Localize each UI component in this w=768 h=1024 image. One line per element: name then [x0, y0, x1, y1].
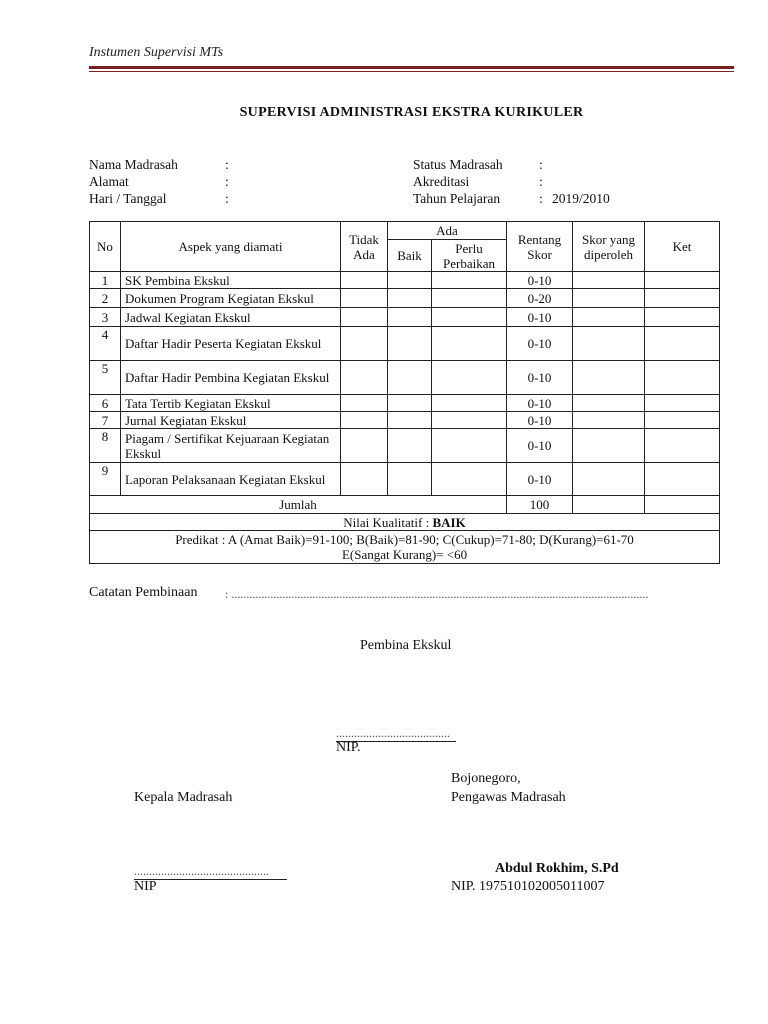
row-no: 3 — [90, 308, 121, 327]
cell-tidak-ada[interactable] — [341, 308, 388, 327]
cell-perlu-perbaikan[interactable] — [432, 272, 507, 289]
table-row — [90, 272, 720, 289]
predikat-line-1: Predikat : A (Amat Baik)=91-100; B(Baik)=81-90; C(Cukup)=71-80; D(Kurang)=61-70 — [175, 532, 634, 547]
nilai-row — [90, 514, 720, 531]
pembina-signature-line: ...................................... — [336, 726, 456, 742]
info-label-hari-tanggal: Hari / Tanggal — [89, 191, 167, 206]
info-left-colons — [225, 156, 229, 207]
table-row — [90, 327, 720, 361]
table-row — [90, 395, 720, 412]
row-range: 0-10 — [507, 412, 573, 429]
info-label-akreditasi: Akreditasi — [413, 174, 470, 189]
kepala-title: Kepala Madrasah — [134, 790, 233, 805]
header-perlu-perbaikan: Perlu Perbaikan — [432, 240, 507, 272]
header-rentang-skor: Rentang Skor — [507, 222, 573, 272]
info-label-alamat: Alamat — [89, 174, 129, 189]
jumlah-label: Jumlah — [90, 496, 507, 514]
row-range: 0-10 — [507, 395, 573, 412]
pengawas-name: Abdul Rokhim, S.Pd — [495, 861, 619, 876]
info-left-labels — [89, 156, 178, 207]
catatan-dots[interactable]: : ........................................................................................................................................... — [225, 587, 649, 601]
document-title: SUPERVISI ADMINISTRASI EKSTRA KURIKULER — [239, 105, 584, 120]
row-aspek: Piagam / Sertifikat Kejuaraan Kegiatan Ekskul — [121, 429, 341, 463]
row-aspek: Laporan Pelaksanaan Kegiatan Ekskul — [121, 463, 341, 496]
table-row — [90, 308, 720, 327]
cell-tidak-ada[interactable] — [341, 412, 388, 429]
table-row — [90, 463, 720, 496]
row-range: 0-20 — [507, 289, 573, 308]
cell-tidak-ada[interactable] — [341, 361, 388, 395]
row-no: 9 — [90, 463, 121, 496]
cell-perlu-perbaikan[interactable] — [432, 412, 507, 429]
cell-baik[interactable] — [388, 327, 432, 361]
row-aspek: Daftar Hadir Peserta Kegiatan Ekskul — [121, 327, 341, 361]
cell-perlu-perbaikan[interactable] — [432, 289, 507, 308]
row-no: 5 — [90, 361, 121, 395]
cell-baik[interactable] — [388, 361, 432, 395]
cell-skor[interactable] — [573, 272, 645, 289]
cell-baik[interactable] — [388, 429, 432, 463]
cell-skor[interactable] — [573, 308, 645, 327]
info-colon: : — [225, 157, 229, 172]
header-no: No — [90, 222, 121, 272]
header-ada: Ada — [388, 222, 507, 240]
cell-tidak-ada[interactable] — [341, 429, 388, 463]
cell-perlu-perbaikan[interactable] — [432, 463, 507, 496]
row-range: 0-10 — [507, 361, 573, 395]
row-aspek: Daftar Hadir Pembina Kegiatan Ekskul — [121, 361, 341, 395]
cell-ket[interactable] — [645, 429, 720, 463]
info-right-labels — [413, 156, 503, 207]
pembina-title: Pembina Ekskul — [360, 638, 452, 653]
cell-ket[interactable] — [645, 463, 720, 496]
cell-baik[interactable] — [388, 289, 432, 308]
row-range: 0-10 — [507, 272, 573, 289]
cell-tidak-ada[interactable] — [341, 463, 388, 496]
cell-perlu-perbaikan[interactable] — [432, 429, 507, 463]
row-range: 0-10 — [507, 429, 573, 463]
cell-baik[interactable] — [388, 308, 432, 327]
kepala-nip: NIP — [134, 879, 157, 894]
row-aspek: Jurnal Kegiatan Ekskul — [121, 412, 341, 429]
row-no: 7 — [90, 412, 121, 429]
cell-baik[interactable] — [388, 272, 432, 289]
cell-ket[interactable] — [645, 395, 720, 412]
row-range: 0-10 — [507, 308, 573, 327]
cell-ket[interactable] — [645, 308, 720, 327]
nilai-label: Nilai Kualitatif : — [343, 514, 430, 530]
cell-ket[interactable] — [645, 289, 720, 308]
cell-ket[interactable] — [645, 272, 720, 289]
row-aspek: SK Pembina Ekskul — [121, 272, 341, 289]
info-colon: : — [539, 174, 543, 189]
cell-perlu-perbaikan[interactable] — [432, 327, 507, 361]
cell-skor[interactable] — [573, 361, 645, 395]
info-colon: : — [225, 191, 229, 206]
info-value-tahun-pelajaran: 2019/2010 — [552, 191, 610, 206]
info-colon: : — [225, 174, 229, 189]
cell-skor[interactable] — [573, 289, 645, 308]
info-label-nama-madrasah: Nama Madrasah — [89, 157, 178, 172]
cell-skor[interactable] — [573, 429, 645, 463]
row-no: 1 — [90, 272, 121, 289]
kepala-signature-line: ............................................. — [134, 864, 287, 880]
predikat-row — [90, 531, 720, 564]
predikat-line-2: E(Sangat Kurang)= <60 — [341, 547, 468, 562]
row-aspek: Tata Tertib Kegiatan Ekskul — [121, 395, 341, 412]
cell-jumlah-ket[interactable] — [645, 496, 720, 514]
header-tidak-ada: Tidak Ada — [341, 222, 388, 272]
supervision-table — [89, 221, 720, 564]
cell-skor[interactable] — [573, 412, 645, 429]
cell-perlu-perbaikan[interactable] — [432, 308, 507, 327]
cell-tidak-ada[interactable] — [341, 395, 388, 412]
row-range: 0-10 — [507, 327, 573, 361]
row-aspek: Jadwal Kegiatan Ekskul — [121, 308, 341, 327]
cell-baik[interactable] — [388, 412, 432, 429]
jumlah-row — [90, 496, 720, 514]
row-no: 4 — [90, 327, 121, 361]
header-title: Instumen Supervisi MTs — [89, 45, 224, 60]
table-row — [90, 412, 720, 429]
pengawas-nip: NIP. 197510102005011007 — [451, 879, 605, 894]
info-colon: : — [539, 157, 543, 172]
row-no: 8 — [90, 429, 121, 463]
predikat — [90, 531, 720, 564]
cell-baik[interactable] — [388, 463, 432, 496]
cell-tidak-ada[interactable] — [341, 289, 388, 308]
cell-ket[interactable] — [645, 327, 720, 361]
pengawas-title: Pengawas Madrasah — [451, 790, 566, 805]
row-range: 0-10 — [507, 463, 573, 496]
info-colon: : — [539, 191, 543, 206]
jumlah-value: 100 — [507, 496, 573, 514]
place-date: Bojonegoro, — [451, 771, 521, 786]
header-rule-thin — [89, 71, 734, 72]
header-skor-diperoleh: Skor yang diperoleh — [573, 222, 645, 272]
header-baik: Baik — [388, 240, 432, 272]
nilai-kualitatif — [90, 514, 720, 531]
cell-perlu-perbaikan[interactable] — [432, 395, 507, 412]
header-aspek: Aspek yang diamati — [121, 222, 341, 272]
info-right-colons — [539, 156, 543, 207]
cell-skor[interactable] — [573, 327, 645, 361]
cell-ket[interactable] — [645, 361, 720, 395]
row-aspek: Dokumen Program Kegiatan Ekskul — [121, 289, 341, 308]
table-row — [90, 289, 720, 308]
pembina-nip: NIP. — [336, 740, 361, 755]
row-no: 2 — [90, 289, 121, 308]
header-ket: Ket — [645, 222, 720, 272]
header-rule-thick — [89, 66, 734, 69]
cell-ket[interactable] — [645, 412, 720, 429]
info-label-status-madrasah: Status Madrasah — [413, 157, 503, 172]
cell-skor[interactable] — [573, 395, 645, 412]
table-row — [90, 361, 720, 395]
cell-perlu-perbaikan[interactable] — [432, 361, 507, 395]
cell-skor[interactable] — [573, 463, 645, 496]
row-no: 6 — [90, 395, 121, 412]
table-row — [90, 429, 720, 463]
info-label-tahun-pelajaran: Tahun Pelajaran — [413, 191, 501, 206]
cell-tidak-ada[interactable] — [341, 327, 388, 361]
nilai-value: BAIK — [432, 514, 466, 530]
cell-jumlah-skor[interactable] — [573, 496, 645, 514]
cell-baik[interactable] — [388, 395, 432, 412]
catatan-label: Catatan Pembinaan — [89, 585, 198, 600]
cell-tidak-ada[interactable] — [341, 272, 388, 289]
